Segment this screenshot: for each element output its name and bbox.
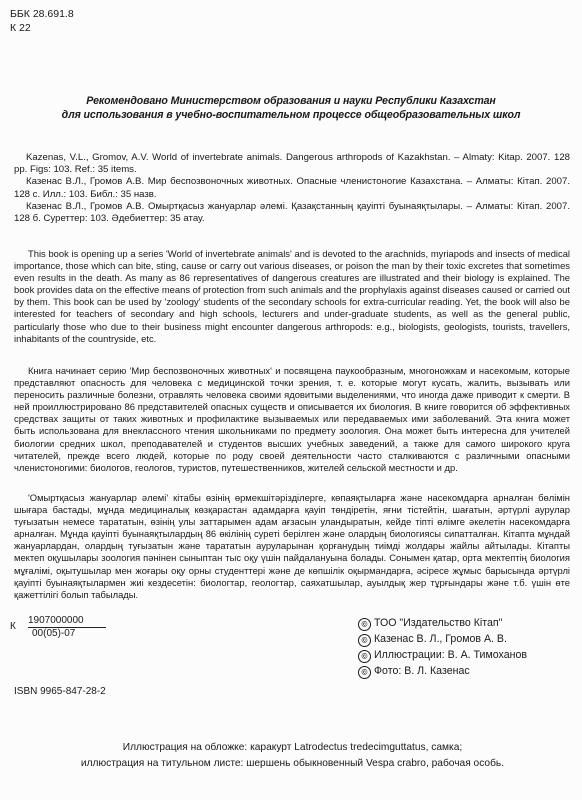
abstract-english-block: [14, 248, 570, 345]
bibliographic-records: [14, 152, 570, 225]
credit-illustrations: © Иллюстрации: В. А. Тимоханов: [358, 647, 527, 663]
copyright-icon: ©: [358, 650, 371, 663]
abstract-russian-block: [14, 365, 570, 474]
abstract-kazakh-block: [14, 492, 570, 601]
biblio-english: Kazenas, V.L., Gromov, A.V. World of invertebrate animals. Dangerous arthropods of Kazakhstan. – Almaty: Kitap. 2007. 128 pp. Figs: 103. Ref.: 35 items.: [14, 152, 570, 176]
approval-line-2: для использования в учебно-воспитательном процессе общеобразовательных школ: [61, 109, 521, 121]
biblio-kazakh: Казенас В.Л., Громов А.В. Омыртқасыз жануарлар әлемі. Қазақстанның қауіпті буынаяқтылары. – Алматы: Кітап. 2007. 128 б. Суреттер: 103. Әдебиеттер: 35 атау.: [14, 200, 570, 225]
isbn: ISBN 9965-847-28-2: [14, 686, 106, 697]
copyright-icon: ©: [358, 666, 371, 679]
copyright-icon: ©: [358, 618, 371, 631]
credit-photo: © Фото: В. Л. Казенас: [358, 663, 527, 679]
code-letter: К: [10, 621, 16, 632]
copyright-credits: [358, 615, 527, 679]
code-numerator: 1907000000: [28, 615, 106, 628]
abstract-english: This book is opening up a series 'World of invertebrate animals' and is devoted to the arachnids, myriapods and insects of medical importance, those which can bite, sting, cause or carry out various diseases, or poison the man by their toxic excretes that sometimes even results in the death. As many as 86 representatives of dangerous creatures are illustrated and their biology is explained. The book provides data on the effective means of protection from such animals and the prophylaxis against diseases caused or carried out by them. This book can be used by 'zoology' students of the secondary schools for extra-curricular reading. Yet, the book will also be interested for teachers of secondary and high schools, lecturers and under-graduate students, as well as the general public, particularly those who due to their business might encounter dangerous arthropods: e.g., biologists, geologists, tourists, travellers, inhabitants of the countryside, etc.: [14, 248, 570, 344]
credit-authors: © Казенас В. Л., Громов А. В.: [358, 631, 527, 647]
abstract-kazakh: 'Омыртқасыз жануарлар әлемі' кітабы өзінің өрмекшітәрізділерге, көпаяқтыларға және насекомдарға арналған бөлімін шығара бастады, мұнда медициналық көзқарастан адамдарға қауіп төндіретін, яғни тістейтін, шағатын, әртүрлі аурулар туғызатын немесе тарататын, өзінің улы заттарымен адам ағзасын уландыратын, кейде тіпті өлімге әкелетін насекомдарға арналған. Мұнда қауіпті буынаяқтылардың 86 өкілінің суреті берілген және олардың биологиясы сипатталған. Кітапта мұндай жануарлардан, олардың туғызатын және тарататын ауруларынан қорғанудың тиімді жолдары жайлы айтылады. Кітапты мектеп оқушылары зоология пәнінен сыныптан тыс оқу үшін пайдалануына болады. Сонымен қатар, орта мектептің биология мұғалімі, оқытушылар мен жоғары оқу орны студенттері және де көпшілік оқырмандарға, әсіресе жұмыс барысында әртүрлі қауіпті буынаяқтылармен жиі кездесетін: биологтар, геологтар, саяхатшылар, ауылдық жер тұрғындары және т.б. үшін өте қажеттілігі болып табылады.: [14, 492, 570, 600]
bbk-code: ББК 28.691.8: [10, 8, 74, 20]
cover-note-line-2: иллюстрация на титульном листе: шершень обыкновенный Vespa crabro, рабочая особь.: [80, 758, 505, 769]
cover-illustration-note: [20, 740, 565, 772]
abstract-russian: Книга начинает серию 'Мир беспозвоночных животных' и посвящена паукообразным, многоножкам и насекомым, которые представляют опасность для человека с медицинской точки зрения, т. е. которые могут кусать, жалить, вызывать или переносить различные болезни, отравлять человека своими ядовитыми выделениями, что иногда даже приводит к смерти. В ней проиллюстрировано 86 представителей опасных существ и описывается их биология. В книге говорится об эффективных средствах защиты от таких животных и профилактике вызываемых или передаваемых ими заболеваний. Эта книга может быть использована для внеклассного чтения школьниками по предмету зоология. Она может быть интересна для учителей биологии средних школ, преподавателей и студентов высших учебных заведений, а также для самого широкого круга читателей, прежде всего людей, которые по роду своей деятельности часто сталкиваются с различными опасными членистоногими: биологов, геологов, туристов, путешественников, жителей сельской местности и др.: [14, 365, 570, 473]
code-denominator: 00(05)-07: [32, 628, 76, 639]
cover-note-line-1: Иллюстрация на обложке: каракурт Latrodectus tredecimguttatus, самка;: [122, 742, 463, 753]
copyright-icon: ©: [358, 634, 371, 647]
author-mark: К 22: [10, 22, 31, 34]
approval-line-1: Рекомендовано Министерством образования и науки Республики Казахстан: [86, 95, 496, 107]
credit-publisher: © ТОО "Издательство Кітап": [358, 615, 527, 631]
biblio-russian: Казенас В.Л., Громов А.В. Мир беспозвоночных животных. Опасные членистоногие Казахстана. – Алматы: Кітап. 2007. 128 с. Илл.: 103. Библ.: 35 назв.: [14, 176, 570, 200]
ministry-approval: [16, 94, 566, 122]
